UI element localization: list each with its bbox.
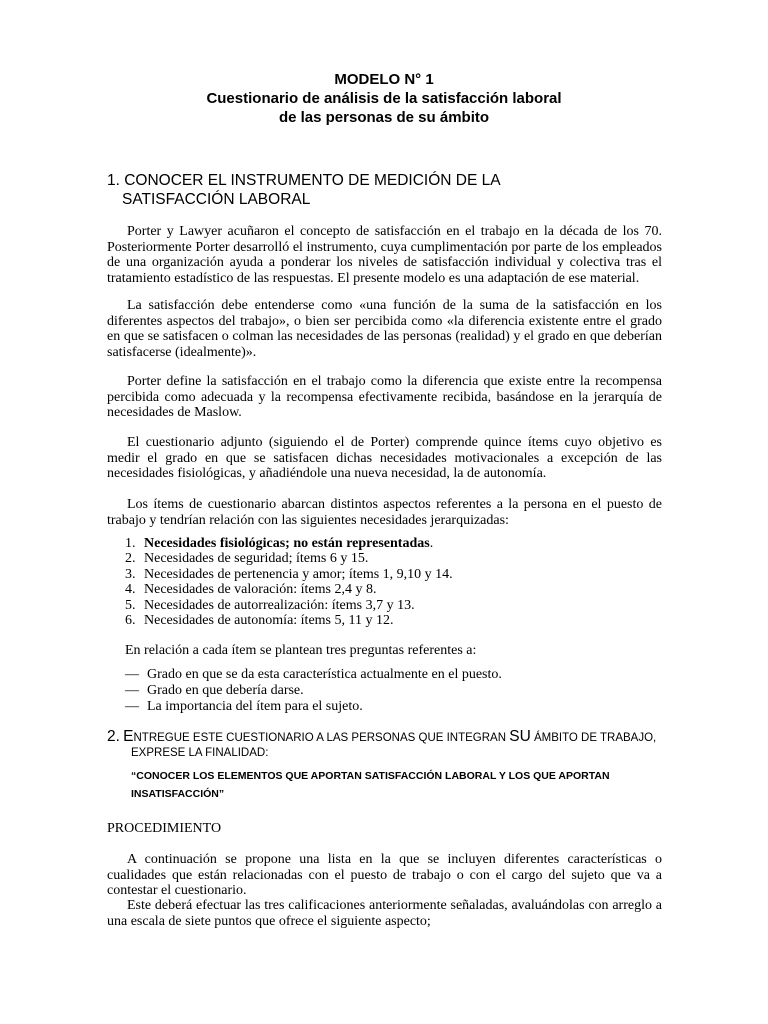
list-item: 6. Necesidades de autonomía: ítems 5, 11 y 12.: [125, 613, 394, 629]
document-title: [0, 70, 768, 127]
paragraph-questionnaire: El cuestionario adjunto (siguiendo el de Porter) comprende quince ítems cuyo objetivo es medir el grado en que se satisfacen dichas necesidades motivacionales a excepción de las necesidades fisiológicas, y añadiéndole una nueva necesidad, la de autonomía.: [107, 435, 662, 482]
section-2-heading: 2. ENTREGUE ESTE CUESTIONARIO A LAS PERSONAS QUE INTEGRAN SU ÁMBITO DE TRABAJO, EXPRESE LA FINALIDAD:: [107, 729, 707, 761]
paragraph-satisfaction-definition: La satisfacción debe entenderse como «una función de la suma de la satisfacción en los diferentes aspectos del trabajo», o bien ser percibida como «la diferencia existente entre el grado en que se satisfacen o colman las necesidades de las personas (realidad) y el grado en que deberían satisfacerse (idealmente)».: [107, 298, 662, 360]
list-item: 4. Necesidades de valoración: ítems 2,4 y 8.: [125, 582, 377, 598]
paragraph-procedure-scale: Este deberá efectuar las tres calificaciones anteriormente señaladas, avaluándolas con arreglo a una escala de siete puntos que ofrece el siguiente aspecto;: [107, 898, 662, 929]
section-1-heading-line-2: SATISFACCIÓN LABORAL: [122, 191, 311, 208]
list-item: 1. Necesidades fisiológicas; no están representadas.: [125, 536, 434, 551]
paragraph-porter-lawyer: Porter y Lawyer acuñaron el concepto de satisfacción en el trabajo en la década de los 70. Posteriormente Porter desarrolló el instrumento, cuya cumplimentación por parte de los empleados de una organización ayuda a ponderar los niveles de satisfacción individual y colectiva tras el tratamiento estadístico de las respuestas. El presente modelo es una adaptación de ese material.: [107, 224, 662, 286]
paragraph-procedure-list: A continuación se propone una lista en la que se incluyen diferentes características o cualidades que están relacionadas con el puesto de trabajo o con el cargo del sujeto que va a contestar el cuestionario.: [107, 852, 662, 899]
section-1-heading: [107, 171, 707, 209]
needs-list: [125, 536, 453, 628]
paragraph-three-questions: En relación a cada ítem se plantean tres preguntas referentes a:: [125, 643, 477, 658]
questions-list: [125, 667, 502, 715]
list-item: 3. Necesidades de pertenencia y amor; ítems 1, 9,10 y 14.: [125, 566, 453, 582]
title-line-2: Cuestionario de análisis de la satisfacción laboral: [206, 90, 562, 107]
list-item: — Grado en que debería darse.: [125, 683, 304, 698]
list-item: 2. Necesidades de seguridad; ítems 6 y 15.: [125, 551, 369, 567]
title-line-3: de las personas de su ámbito: [278, 109, 490, 126]
paragraph-porter-definition: Porter define la satisfacción en el trabajo como la diferencia que existe entre la recompensa percibida como adecuada y la recompensa efectivamente recibida, basándose en la jerarquía de necesidades de Maslow.: [107, 374, 662, 421]
purpose-quote: “CONOCER LOS ELEMENTOS QUE APORTAN SATISFACCIÓN LABORAL Y LOS QUE APORTAN INSATISFACCIÓN”: [131, 770, 610, 800]
list-item: — La importancia del ítem para el sujeto.: [125, 699, 363, 714]
paragraph-items: Los ítems de cuestionario abarcan distintos aspectos referentes a la persona en el puesto de trabajo y tendrían relación con las siguientes necesidades jerarquizadas:: [107, 497, 662, 528]
section-1-heading-line-1: 1. CONOCER EL INSTRUMENTO DE MEDICIÓN DE LA: [107, 172, 501, 189]
list-item: 5. Necesidades de autorrealización: ítems 3,7 y 13.: [125, 597, 415, 613]
procedure-heading: PROCEDIMIENTO: [107, 821, 222, 836]
list-item: — Grado en que se da esta característica actualmente en el puesto.: [125, 667, 502, 682]
section-2-heading-line-2: EXPRESE LA FINALIDAD:: [131, 747, 269, 759]
title-line-1: MODELO N° 1: [334, 71, 434, 88]
